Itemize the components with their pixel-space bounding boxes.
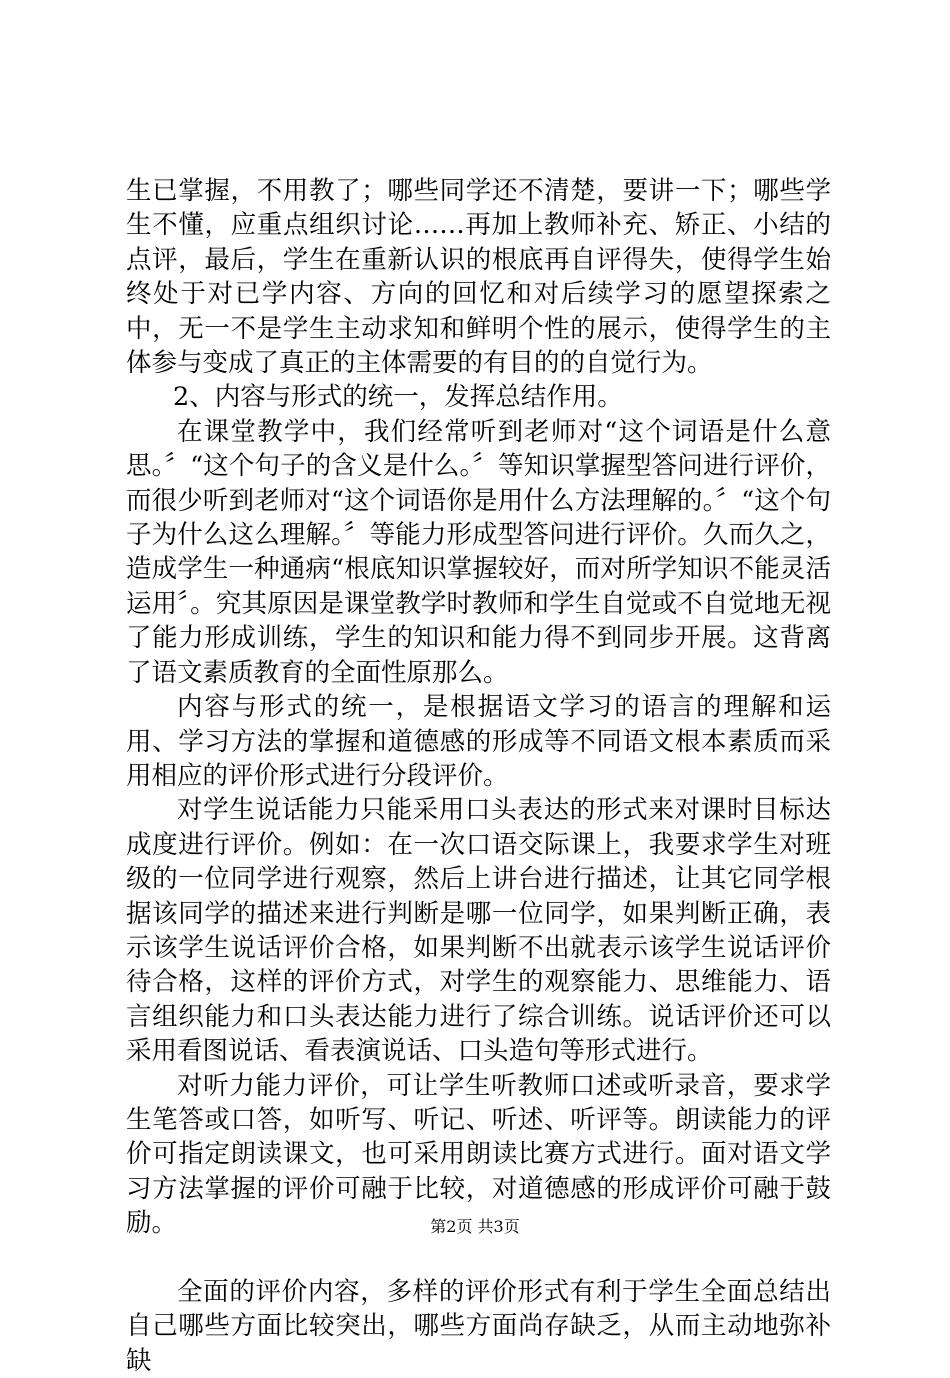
paragraph-spacer	[126, 1241, 831, 1275]
paragraph: 对听力能力评价，可让学生听教师口述或听录音，要求学生笔答或口答，如听写、听记、听述、听评等。朗读能力的评价可指定朗读课文，也可采用朗读比赛方式进行。面对语文学习方法掌握的评价可融于比较，对道德感的形成评价可融于鼓励。	[126, 1070, 831, 1239]
paragraph: 对学生说话能力只能采用口头表达的形式来对课时目标达成度进行评价。例如：在一次口语交际课上，我要求学生对班级的一位同学进行观察，然后上讲台进行描述，让其它同学根据该同学的描述来进行判断是哪一位同学，如果判断正确，表示该学生说话评价合格，如果判断不出就表示该学生说话评价待合格，这样的评价方式，对学生的观察能力、思维能力、语言组织能力和口头表达能力进行了综合训练。说话评价还可以采用看图说话、看表演说话、口头造句等形式进行。	[126, 795, 831, 1067]
paragraph: 在课堂教学中，我们经常听到老师对“这个词语是什么意思。〞“这个句子的含义是什么。〞等知识掌握型答问进行评价，而很少听到老师对“这个词语你是用什么方法理解的。〞“这个句子为什么这么理解。〞等能力形成型答问进行评价。久而久之，造成学生一种通病“根底知识掌握较好，而对所学知识不能灵活运用〞。究其原因是课堂教学时教师和学生自觉或不自觉地无视了能力形成训练，学生的知识和能力得不到同步开展。这背离了语文素质教育的全面性原那么。	[126, 416, 831, 688]
paragraph: 内容与形式的统一，是根据语文学习的语言的理解和运用、学习方法的掌握和道德感的形成等不同语文根本素质而采用相应的评价形式进行分段评价。	[126, 692, 831, 791]
paragraph: 全面的评价内容，多样的评价形式有利于学生全面总结出自己哪些方面比较突出，哪些方面尚存缺乏，从而主动地弥补缺	[126, 1276, 831, 1376]
section-heading: 2、内容与形式的统一，发挥总结作用。	[173, 382, 623, 413]
document-body	[126, 174, 831, 1378]
paragraph-continuation: 生已掌握，不用教了；哪些同学还不清楚，要讲一下；哪些学生不懂，应重点组织讨论……再加上教师补充、矫正、小结的点评，最后，学生在重新认识的根底再自评得失，使得学生始终处于对已学内容、方向的回忆和对后续学习的愿望探索之中，无一不是学生主动求知和鲜明个性的展示，使得学生的主体参与变成了真正的主体需要的有目的的自觉行为。	[126, 176, 831, 379]
page-footer: 第2页 共3页	[430, 1217, 520, 1236]
